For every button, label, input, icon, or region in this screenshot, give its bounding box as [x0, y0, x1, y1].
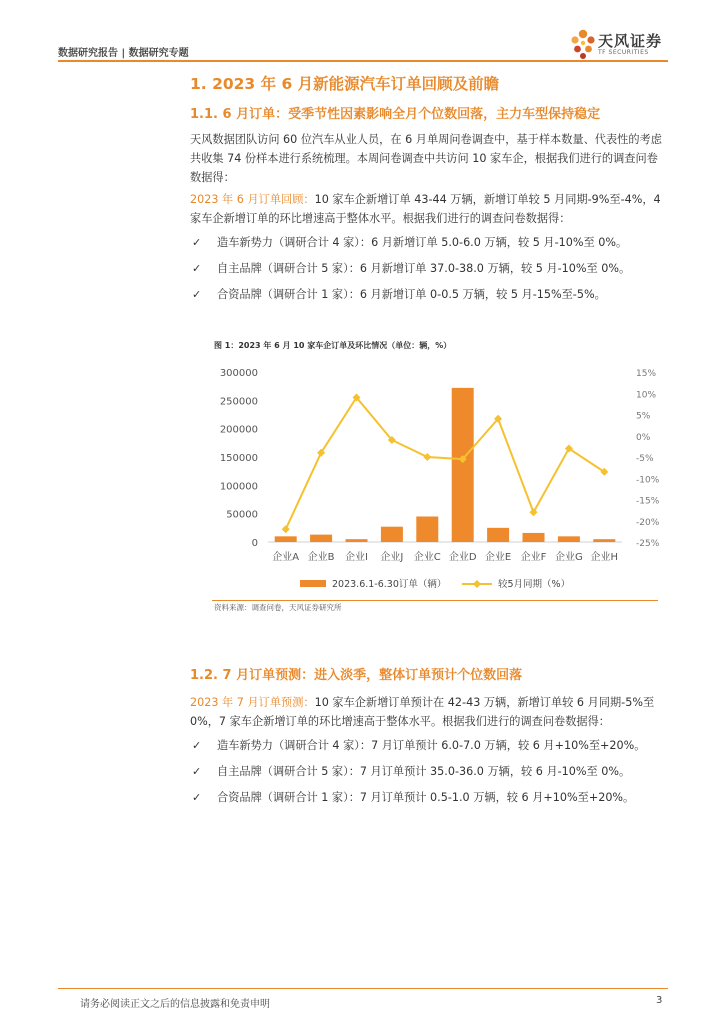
intro-paragraph: 天风数据团队访问 60 位汽车从业人员，在 6 月单周问卷调查中，基于样本数量、代表性的考虑共收集 74 份样本进行系统梳理。本周问卷调查中共访问 10 家车企，根据我们进行的调查问卷数据得：: [190, 133, 662, 184]
june-bullet-list: [190, 236, 668, 314]
line-series: [286, 398, 605, 530]
y-tick-label: 250000: [219, 396, 258, 408]
y-tick-label: 200000: [219, 424, 258, 436]
report-category: 数据研究报告 | 数据研究专题: [58, 48, 189, 59]
check-icon: ✓: [192, 236, 202, 249]
subsection-title-july: 1.2. 7 月订单预测：进入淡季，整体订单预计个位数回落: [190, 668, 523, 683]
july-forecast-text: 10 家车企新增订单预计在 42-43 万辆，新增订单较 6 月同期-5%至 0%，7 家车企新增订单的环比增速高于整体水平。根据我们进行的调查问卷数据得：: [190, 696, 655, 728]
bar: [558, 536, 580, 542]
legend-line-marker: [473, 580, 481, 588]
y-tick-label: 0: [251, 538, 258, 549]
y2-tick-label: -10%: [636, 475, 660, 486]
june-review-paragraph: [190, 190, 668, 228]
logo-text: 天风证券: [598, 32, 663, 50]
x-tick-label: 企业G: [555, 552, 583, 563]
july-bullet-list: [190, 739, 668, 817]
bar: [523, 533, 545, 542]
y2-tick-label: -15%: [636, 496, 660, 507]
header-divider: [58, 60, 668, 62]
bar: [593, 539, 615, 542]
bullet-text: 合资品牌（调研合计 1 家）：6 月新增订单 0-0.5 万辆，较 5 月-15%至-5%。: [217, 288, 606, 301]
x-tick-label: 企业J: [380, 552, 404, 563]
list-item: [190, 765, 668, 791]
line-point: [282, 525, 290, 533]
x-tick-label: 企业I: [345, 552, 368, 563]
bullet-text: 自主品牌（调研合计 5 家）：7 月订单预计 35.0-36.0 万辆，较 6 月-10%至 0%。: [217, 765, 631, 778]
flower-logo-icon: [570, 28, 596, 62]
check-icon: ✓: [192, 791, 202, 804]
legend-bar-label: 2023.6.1-6.30订单（辆）: [332, 579, 447, 590]
y-tick-label: 150000: [219, 453, 258, 464]
check-icon: ✓: [192, 262, 202, 275]
bullet-text: 造车新势力（调研合计 4 家）：7 月订单预计 6.0-7.0 万辆，较 6 月+10%至+20%。: [217, 739, 646, 752]
bar: [346, 539, 368, 542]
july-forecast-lead: 2023 年 7 月订单预测：: [190, 696, 315, 709]
y2-tick-label: 10%: [636, 390, 657, 401]
list-item: [190, 236, 668, 262]
x-tick-label: 企业A: [272, 552, 300, 563]
y2-tick-label: -20%: [636, 517, 660, 528]
bullet-text: 合资品牌（调研合计 1 家）：7 月订单预计 0.5-1.0 万辆，较 6 月+10%至+20%。: [217, 791, 635, 804]
y-tick-label: 50000: [226, 509, 258, 521]
logo-subtitle: TF SECURITIES: [598, 49, 649, 56]
chart-divider: [212, 600, 658, 601]
x-tick-label: 企业B: [307, 552, 335, 563]
y2-tick-label: -25%: [636, 539, 660, 549]
x-tick-label: 企业F: [520, 552, 547, 563]
y2-tick-label: 15%: [636, 369, 657, 379]
y-tick-label: 100000: [219, 481, 258, 493]
bullet-text: 自主品牌（调研合计 5 家）：6 月新增订单 37.0-38.0 万辆，较 5 月-10%至 0%。: [217, 262, 631, 275]
line-point: [423, 453, 431, 461]
chart-title: 图 1：2023 年 6 月 10 家车企订单及环比情况（单位：辆，%）: [214, 341, 452, 350]
x-tick-label: 企业C: [413, 552, 441, 563]
section-title: 1. 2023 年 6 月新能源汽车订单回顾及前瞻: [190, 75, 500, 93]
bar: [452, 388, 474, 542]
list-item: [190, 288, 668, 314]
order-chart: [190, 330, 668, 630]
list-item: [190, 739, 668, 765]
legend-line-label: 较5月同期（%）: [498, 579, 571, 590]
bar: [416, 517, 438, 543]
x-tick-label: 企业E: [484, 552, 512, 563]
chart-svg: [190, 330, 668, 598]
check-icon: ✓: [192, 739, 202, 752]
legend-bar-swatch: [300, 580, 326, 587]
y2-tick-label: -5%: [636, 454, 654, 464]
july-forecast-paragraph: [190, 693, 668, 731]
page-number: 3: [656, 995, 663, 1006]
subsection-title-june: 1.1. 6 月订单：受季节性因素影响全月个位数回落，主力车型保持稳定: [190, 107, 601, 122]
bar: [487, 528, 509, 542]
y2-tick-label: 5%: [636, 411, 651, 422]
check-icon: ✓: [192, 765, 202, 778]
list-item: [190, 791, 668, 817]
company-logo: [570, 28, 680, 62]
bar: [381, 527, 403, 542]
x-tick-label: 企业D: [448, 552, 477, 563]
y2-tick-label: 0%: [636, 432, 651, 443]
chart-source: 资料来源：调查问卷，天风证券研究所: [214, 603, 342, 612]
x-tick-label: 企业H: [590, 552, 619, 563]
bullet-text: 造车新势力（调研合计 4 家）：6 月新增订单 5.0-6.0 万辆，较 5 月-10%至 0%。: [217, 236, 628, 249]
line-point: [530, 508, 538, 516]
bar: [310, 535, 332, 542]
list-item: [190, 262, 668, 288]
y-tick-label: 300000: [219, 368, 258, 379]
bar: [275, 536, 297, 542]
june-review-lead: 2023 年 6 月订单回顾：: [190, 193, 315, 206]
june-review-text: 10 家车企新增订单 43-44 万辆，新增订单较 5 月同期-9%至-4%，4 家车企新增订单的环比增速高于整体水平。根据我们进行的调查问卷数据得：: [190, 193, 661, 225]
footer-divider: [58, 988, 668, 989]
check-icon: ✓: [192, 288, 202, 301]
footer-disclaimer: 请务必阅读正文之后的信息披露和免责申明: [80, 999, 270, 1010]
